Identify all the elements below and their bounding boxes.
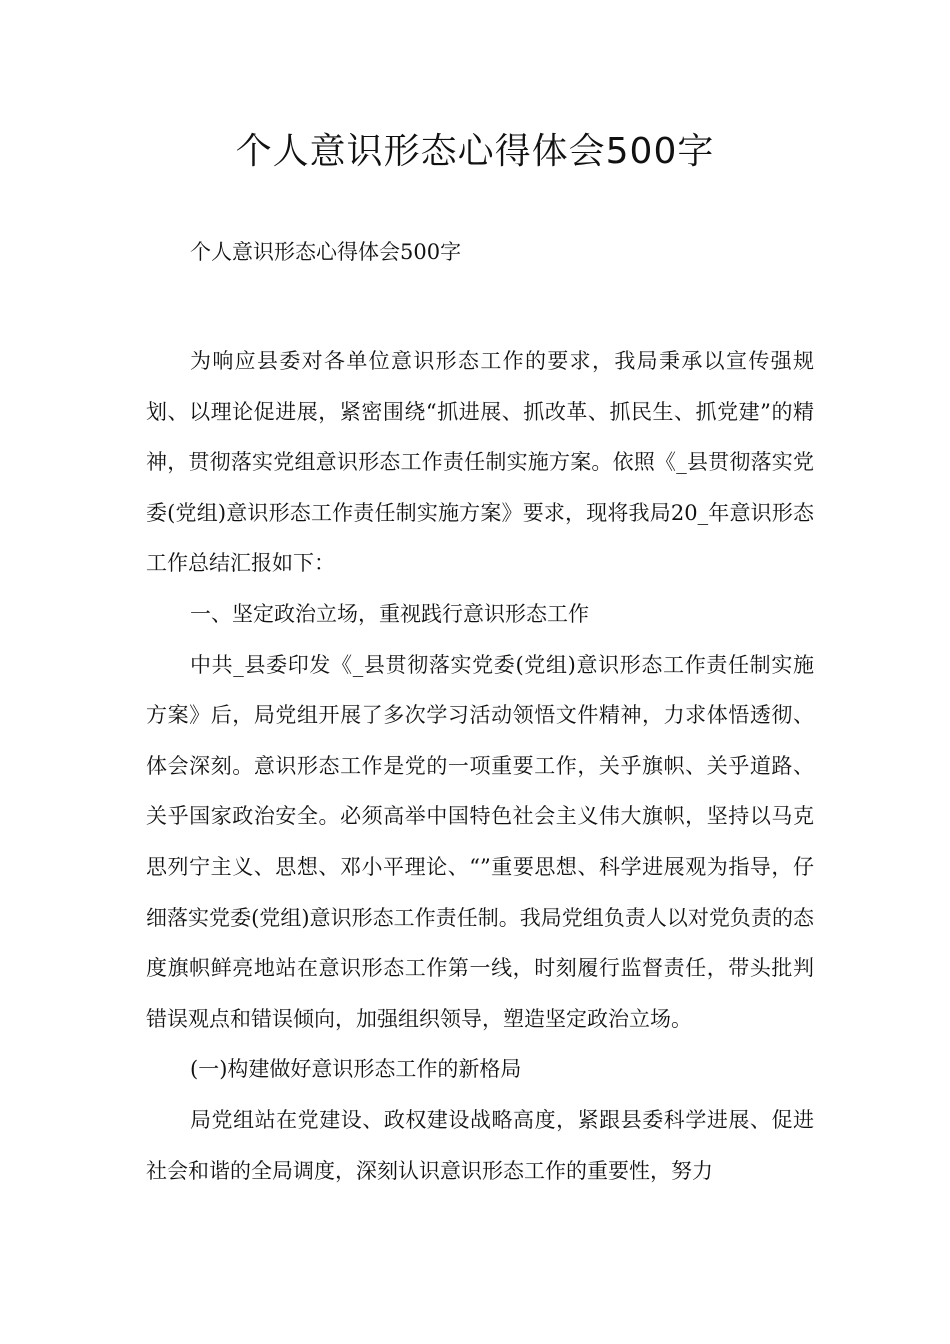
document-body: [146, 336, 814, 1196]
paragraph-section-1: 中共_县委印发《_县贯彻落实党委(党组)意识形态工作责任制实施方案》后，局党组开展了多次学习活动领悟文件精神，力求体悟透彻、体会深刻。意识形态工作是党的一项重要工作，关乎旗帜、关乎道路、关乎国家政治安全。必须高举中国特色社会主义伟大旗帜，坚持以马克思列宁主义、思想、邓小平理论、“”重要思想、科学进展观为指导，仔细落实党委(党组)意识形态工作责任制。我局党组负责人以对党负责的态度旗帜鲜亮地站在意识形态工作第一线，时刻履行监督责任，带头批判错误观点和错误倾向，加强组织领导，塑造坚定政治立场。: [146, 652, 814, 1031]
subsection-heading-1: (一)构建做好意识形态工作的新格局: [190, 1057, 522, 1082]
document-title: 个人意识形态心得体会500字: [235, 131, 715, 172]
document-subtitle: 个人意识形态心得体会500字: [190, 240, 462, 264]
paragraph-intro: 为响应县委对各单位意识形态工作的要求，我局秉承以宣传强规划、以理论促进展，紧密围绕“抓进展、抓改革、抓民生、抓党建”的精神，贯彻落实党组意识形态工作责任制实施方案。依照《_县贯彻落实党委(党组)意识形态工作责任制实施方案》要求，现将我局20_年意识形态工作总结汇报如下：: [146, 349, 814, 576]
paragraph-subsection-1: 局党组站在党建设、政权建设战略高度，紧跟县委科学进展、促进社会和谐的全局调度，深刻认识意识形态工作的重要性，努力: [146, 1107, 814, 1183]
section-heading-1: 一、坚定政治立场，重视践行意识形态工作: [190, 601, 589, 626]
